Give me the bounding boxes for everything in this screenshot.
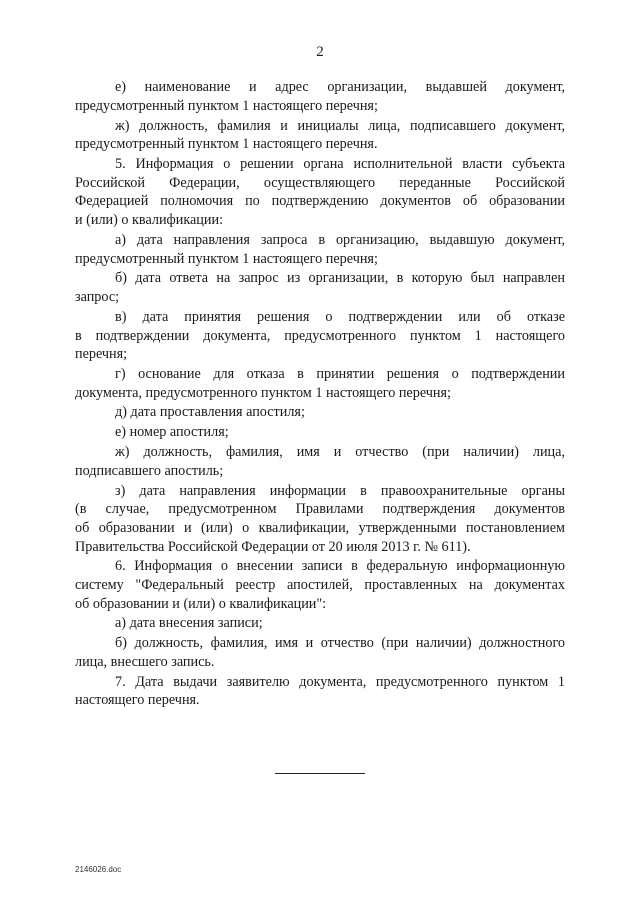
text-line: е) номер апостиля; (115, 424, 229, 441)
text-line: ж) должность, фамилия и инициалы лица, подписавшего документ, (115, 117, 565, 134)
item-6a (75, 614, 565, 633)
section-6-heading (75, 557, 565, 613)
text-line: а) дата направления запроса в организацию, выдавшую документ, (115, 231, 565, 248)
text-line: б) дата ответа на запрос из организации, в которую был направлен (115, 270, 565, 287)
text-line: е) наименование и адрес организации, выдавшей документ, (115, 79, 565, 96)
item-5b (75, 269, 565, 306)
item-5zh (75, 443, 565, 480)
text-line: предусмотренный пунктом 1 настоящего перечня; (75, 97, 378, 114)
text-line: д) дата проставления апостиля; (115, 404, 305, 421)
item-6b (75, 634, 565, 671)
text-line: б) должность, фамилия, имя и отчество (при наличии) должностного (115, 635, 565, 652)
text-line: 6. Информация о внесении записи в федеральную информационную (115, 558, 565, 575)
end-separator-line (275, 773, 365, 774)
text-line: запрос; (75, 289, 120, 306)
text-line: в подтверждении документа, предусмотренного пунктом 1 настоящего (75, 327, 565, 344)
text-line: г) основание для отказа в принятии решения о подтверждении (115, 365, 565, 382)
footer-filename: 2146026.doc (75, 865, 122, 874)
item-5g (75, 365, 565, 402)
text-line: ж) должность, фамилия, имя и отчество (при наличии) лица, (115, 444, 565, 461)
item-5a (75, 231, 565, 268)
text-line: (в случае, предусмотренном Правилами подтверждения документов (75, 501, 565, 518)
text-line: 5. Информация о решении органа исполнительной власти субъекта (115, 156, 565, 173)
section-7 (75, 673, 565, 710)
text-line: а) дата внесения записи; (115, 615, 263, 632)
text-line: Российской Федерации, осуществляющего переданные Российской (75, 174, 565, 191)
item-e-organization (75, 78, 565, 115)
text-line: предусмотренный пунктом 1 настоящего перечня. (75, 136, 378, 153)
text-line: об образовании и (или) о квалификации": (75, 595, 327, 612)
item-zh-signer (75, 117, 565, 154)
item-5z (75, 482, 565, 556)
document-body (75, 77, 565, 710)
item-5d (75, 403, 565, 422)
text-line: подписавшего апостиль; (75, 462, 224, 479)
page-number: 2 (316, 44, 324, 60)
text-line: Федерацией полномочия по подтверждению документов об образовании (75, 193, 565, 210)
text-line: настоящего перечня. (75, 692, 200, 709)
text-line: лица, внесшего запись. (75, 653, 215, 670)
text-line: в) дата принятия решения о подтверждении или об отказе (115, 308, 565, 325)
text-line: документа, предусмотренного пунктом 1 настоящего перечня; (75, 384, 451, 401)
section-5-heading (75, 155, 565, 229)
text-line: з) дата направления информации в правоохранительные органы (115, 482, 565, 499)
text-line: 7. Дата выдачи заявителю документа, предусмотренного пунктом 1 (115, 673, 565, 690)
text-line: предусмотренный пунктом 1 настоящего перечня; (75, 250, 378, 267)
item-5v (75, 308, 565, 364)
text-line: об образовании и (или) о квалификации, утвержденными постановлением (75, 519, 565, 536)
text-line: перечня; (75, 346, 128, 363)
text-line: Правительства Российской Федерации от 20 июля 2013 г. № 611). (75, 538, 471, 555)
item-5e (75, 423, 565, 442)
text-line: систему "Федеральный реестр апостилей, проставленных на документах (75, 577, 565, 593)
text-line: и (или) о квалификации: (75, 212, 224, 229)
